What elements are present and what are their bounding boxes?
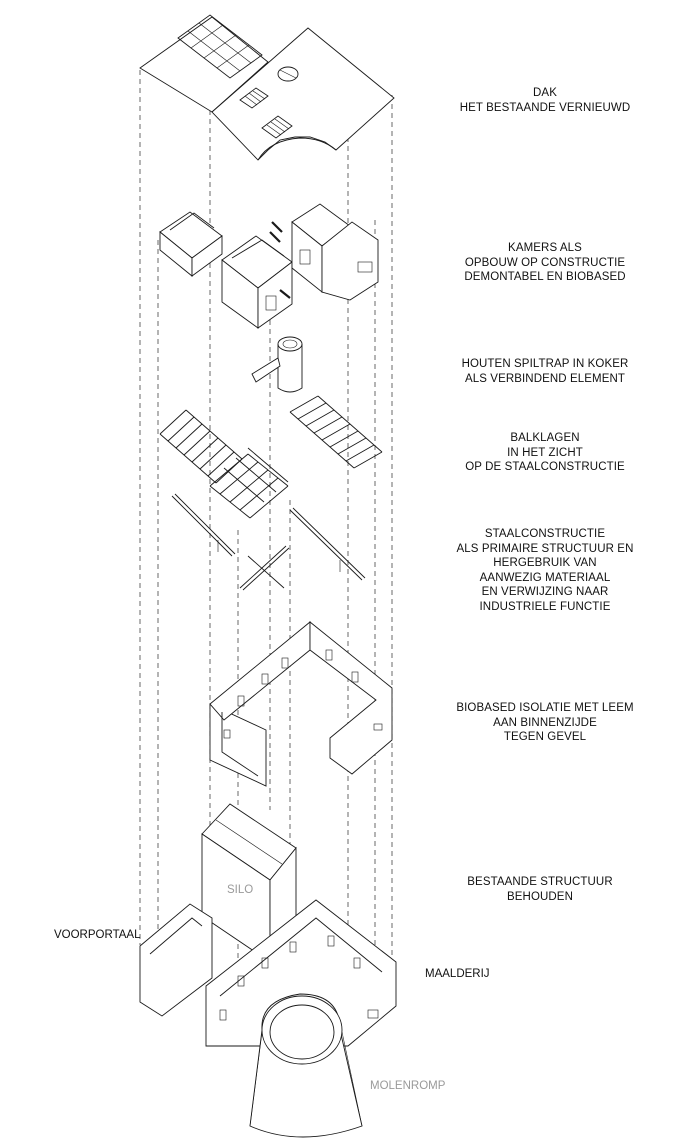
layer-label-isolatie [456,701,633,745]
label-line: AAN BINNENZIJDE [493,716,597,729]
label-line: BALKLAGEN [510,432,580,444]
label-line: OPBOUW OP CONSTRUCTIE [464,256,626,269]
label-line: BIOBASED ISOLATIE MET LEEM [456,702,634,714]
existing-structure-layer [140,804,396,1137]
label-line: DEMONTABEL EN BIOBASED [464,271,626,283]
label-line: ALS PRIMAIRE STRUCTUUR EN [456,542,634,555]
spiral-stair-layer [252,337,302,392]
tag-silo: SILO [227,884,254,896]
layer-label-spiltrap [462,357,629,386]
label-line: BEHOUDEN [507,890,573,903]
label-line: AANWEZIG MATERIAAL [479,571,611,584]
beam-grid-left [160,410,242,483]
room-modules-layer [160,204,378,328]
beam-layer [160,396,382,518]
label-line: INDUSTRIELE FUNCTIE [479,600,611,613]
layer-label-kamers [464,241,625,285]
layer-label-dak [460,86,631,115]
tag-maalderij: MAALDERIJ [425,968,490,980]
beam-grid-center [210,448,288,518]
label-line: DAK [533,87,557,99]
label-line: TEGEN GEVEL [503,731,587,743]
roof-layer [140,15,394,160]
label-line: BESTAANDE STRUCTUUR [467,876,613,888]
tag-molenromp: MOLENROMP [370,1080,446,1092]
layer-label-bestaand [467,875,612,904]
beam-grid-right [290,396,382,468]
steel-structure-layer [172,494,365,590]
label-line: OP DE STAALCONSTRUCTIE [465,461,625,473]
label-line: HOUTEN SPILTRAP IN KOKER [461,358,629,370]
label-line: IN HET ZICHT [507,446,583,459]
label-line: ALS VERBINDEND ELEMENT [464,372,626,385]
label-line: KAMERS ALS [508,242,582,254]
label-line: HERGEBRUIK VAN [493,557,597,569]
insulation-layer [210,622,392,786]
label-line: HET BESTAANDE VERNIEUWD [459,101,631,114]
tag-voorportaal: VOORPORTAAL [54,929,141,941]
label-line: EN VERWIJZING NAAR [481,586,609,598]
label-line: STAALCONSTRUCTIE [484,528,606,540]
layer-label-balklagen [465,431,625,475]
layer-label-staal [457,527,634,614]
